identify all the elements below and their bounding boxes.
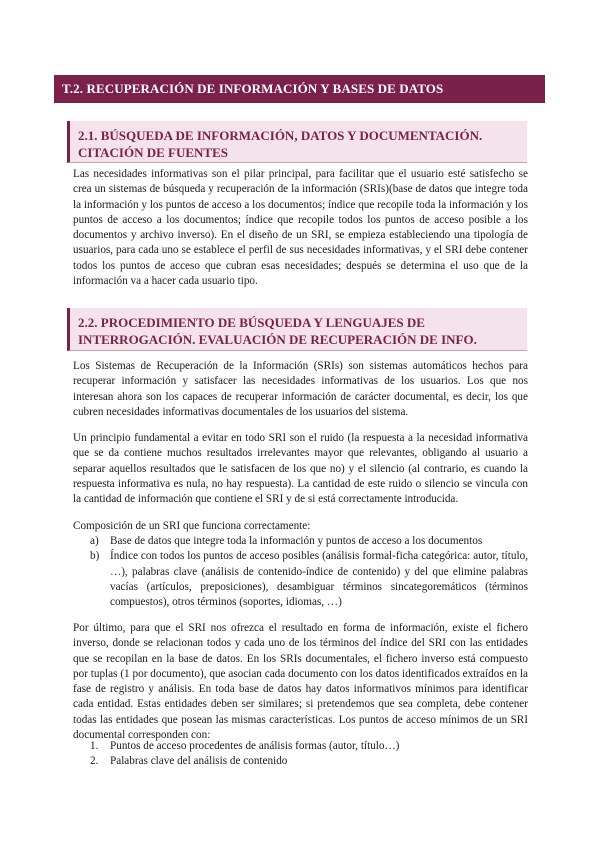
list-item-text: Puntos de acceso procedentes de análisis formas (autor, título…) — [110, 740, 400, 752]
list-item — [90, 549, 528, 610]
section-heading-2-1 — [67, 121, 527, 163]
list-marker: b) — [90, 550, 100, 563]
list-item-text: Índice con todos los puntos de acceso posibles (análisis formal-ficha categórica: autor, título, …), palabras clave (análisis de contenido-índice de contenido) y del que elimine palabras vacías (artículos, preposiciones), desambiguar términos sincategoremáticos (términos compuestos), otros términos (soportes, idiomas, …) — [110, 550, 528, 609]
paragraph: Un principio fundamental a evitar en todo SRI son el ruido (la respuesta a la necesidad informativa que se da contiene muchos resultados irrelevantes mayor que relevantes, obligando al usuario a separar aquellos resultados que le satisfacen de los que no) y el silencio (al contrario, es cuando la respuesta informativa es nula, no hay respuesta). La cantidad de este ruido o silencio se vincula con la cantidad de información que contiene el SRI y de si está correctamente introducida. — [73, 432, 528, 506]
list-marker: 1. — [90, 740, 99, 752]
composition-list — [90, 534, 528, 610]
chapter-title: T.2. RECUPERACIÓN DE INFORMACIÓN Y BASES DE DATOS — [62, 81, 444, 96]
list-item — [90, 739, 528, 754]
section-title: 2.2. PROCEDIMIENTO DE BÚSQUEDA Y LENGUAJES DE INTERROGACIÓN. EVALUACIÓN DE RECUPERACIÓN DE INFO. — [78, 315, 477, 347]
access-points-list — [90, 739, 528, 770]
paragraph: Por último, para que el SRI nos ofrezca el resultado en forma de información, existe el fichero inverso, donde se relacionan todos y cada uno de los términos del índice del SRI con las entidades que se recopilan en la base de datos. En los SRIs documentales, el fichero inverso está compuesto por tuplas (1 por documento), que asocian cada documento con los datos identificados extraídos en la fase de registro y análisis. En toda base de datos hay datos informativos mínimos para identificar cada entidad. Estas entidades deben ser similares; si pretendemos que sea completa, debe contener todas las entidades que posean las mismas características. Los puntos de acceso mínimos de un SRI documental corresponden con: — [73, 622, 528, 742]
section-title: 2.1. BÚSQUEDA DE INFORMACIÓN, DATOS Y DOCUMENTACIÓN. CITACIÓN DE FUENTES — [78, 128, 483, 160]
paragraph: Las necesidades informativas son el pilar principal, para facilitar que el usuario esté satisfecho se crea un sistemas de búsqueda y recuperación de la información (SRIs)(base de datos que integre toda la información y los puntos de acceso a los documentos; índice que recopile toda la información y los puntos de acceso a los documentos; índice que recopile todos los puntos de acceso posible a los documentos y archivo inverso). En el diseño de un SRI, se empieza estableciendo una tipología de usuarios, para cada uno se establece el perfil de sus necesidades informativas, y el SRI debe contener todos los puntos de acceso que cubran esas necesidades; después se determina el uso que de la información va a hacer cada usuario tipo. — [73, 168, 528, 288]
chapter-title-bar — [54, 75, 545, 103]
list-marker: 2. — [90, 755, 99, 768]
list-item-text: Palabras clave del análisis de contenido — [110, 755, 288, 768]
list-item — [90, 534, 528, 549]
list-item-text: Base de datos que integre toda la información y puntos de acceso a los documentos — [110, 535, 483, 547]
paragraph: Los Sistemas de Recuperación de la Información (SRIs) son sistemas automáticos hechos para recuperar información y satisfacer las necesidades informativas de los usuarios. Los que nos interesan ahora son los capaces de recuperar información de carácter documental, es decir, los que cubren necesidades informativas documentales de los usuarios del sistema. — [73, 360, 528, 418]
list-marker: a) — [90, 535, 99, 547]
paragraph: Composición de un SRI que funciona correctamente: — [73, 520, 311, 532]
list-item — [90, 754, 528, 769]
section-heading-2-2 — [67, 308, 527, 351]
